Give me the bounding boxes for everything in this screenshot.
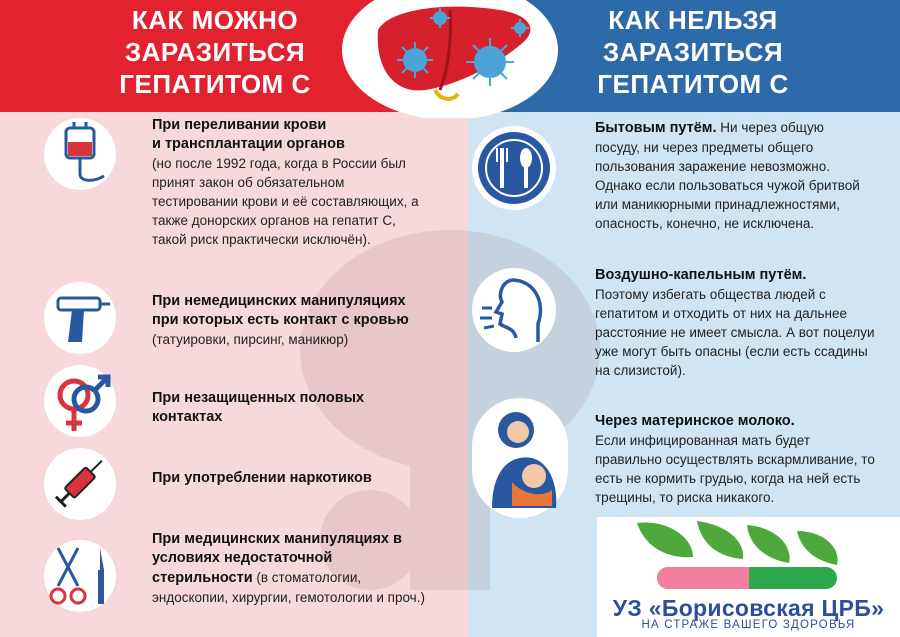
left-item-medical: При медицинских манипуляциях в условиях недостаточной стерильности (в стоматологии, эндоскопии, хирургии, гемотологии и проч.) <box>152 531 425 605</box>
cough-face-icon <box>472 268 556 352</box>
left-item-drugs: При употреблении наркотиков <box>152 470 372 486</box>
piercing-gun-icon <box>44 282 116 354</box>
blood-bag-icon <box>44 118 116 190</box>
left-title: КАК МОЖНО ЗАРАЗИТЬСЯ ГЕПАТИТОМ С <box>119 5 311 99</box>
left-item-nonmedical: При немедицинских манипуляциях при которых есть контакт с кровью (татуировки, пирсинг, маникюр) <box>152 293 409 347</box>
right-title: КАК НЕЛЬЗЯ ЗАРАЗИТЬСЯ ГЕПАТИТОМ С <box>597 5 789 99</box>
right-item-breastmilk: Через материнское молоко. Если инфицированная мать будет правильно осуществлять вскармливание, то есть не кормить грудью, когда на ней есть трещины, то риска никакого. <box>595 413 875 505</box>
hospital-slogan: НА СТРАЖЕ ВАШЕГО ЗДОРОВЬЯ <box>641 619 856 631</box>
cutlery-icon <box>472 126 556 210</box>
right-item-household: Бытовым путём. Ни через общую посуду, ни через предметы общего пользования заражение невозможно. Однако если пользоваться чужой бритвой или маникюрными принадлежностями, опасность, конечно, не исключена. <box>595 120 860 231</box>
surgical-tools-icon <box>44 540 116 612</box>
left-item-transfusion: При переливании крови и трансплантации органов (но после 1992 года, когда в России был принят закон об обязательном тестировании крови и её составляющих, а также донорских органов на гепатит С, такой риск практически исключён). <box>152 117 419 247</box>
hospital-name: УЗ «Борисовская ЦРБ» <box>612 595 885 621</box>
right-item-airborne: Воздушно-капельным путём. Поэтому избегать общества людей с гепатитом и отходить от них на дальнее расстояние не имеет смысла. А вот поцелуи уже могут быть опасны (если есть ссадины на слизистой). <box>595 267 875 378</box>
syringe-icon <box>44 448 116 520</box>
left-item-unprotected: При незащищенных половых контактах <box>152 390 365 425</box>
breastfeeding-icon <box>472 398 568 518</box>
leaf-logo-icon <box>597 517 900 597</box>
liver-illustration <box>340 0 560 118</box>
hospital-logo <box>597 517 900 637</box>
gender-symbols-icon <box>44 365 116 437</box>
